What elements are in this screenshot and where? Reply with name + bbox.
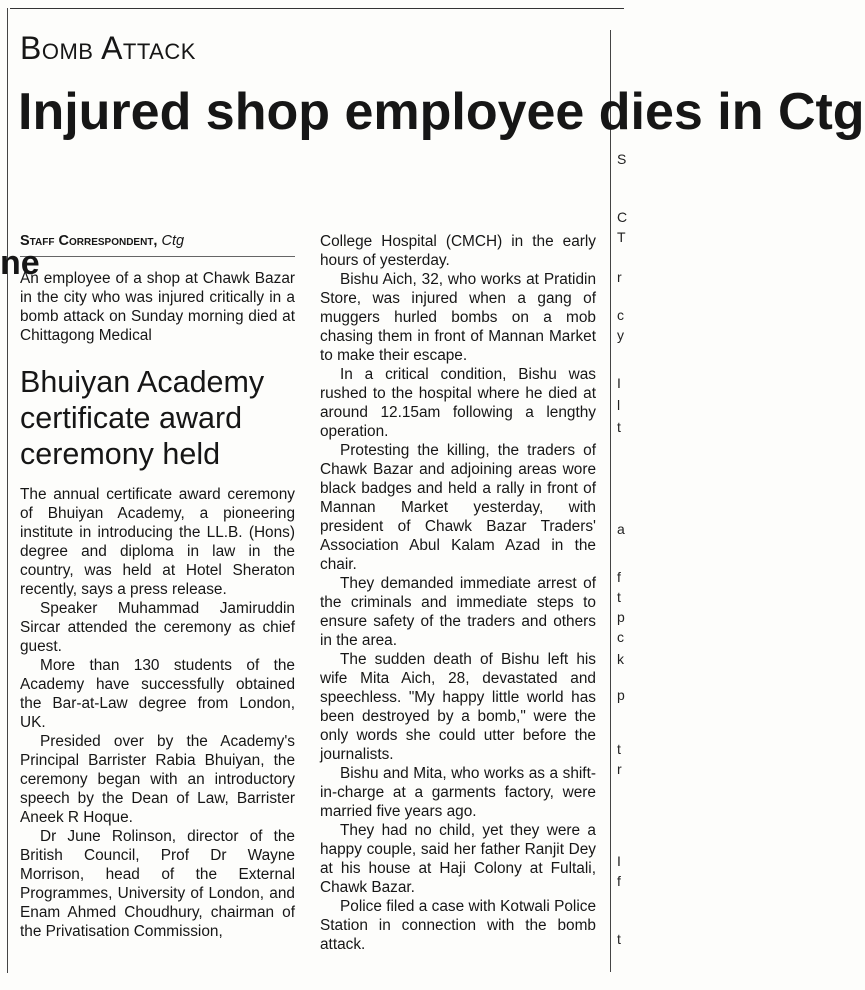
edge-fragment: p [617,687,625,703]
paragraph: Speaker Muhammad Jamiruddin Sircar attended the ceremony as chief guest. [20,600,295,655]
paragraph: Bishu Aich, 32, who works at Pratidin Store, was injured when a gang of muggers hurled bombs on a mob chasing them in front of Mannan Market to make their escape. [320,271,596,364]
paragraph: More than 130 students of the Academy have successfully obtained the Bar-at-Law degree from London, UK. [20,657,295,731]
byline [20,233,184,249]
paragraph: They demanded immediate arrest of the criminals and immediate steps to ensure safety of the traders and others in the area. [320,575,596,649]
paragraph: Bishu and Mita, who works as a shift-in-charge at a garments factory, were married five years ago. [320,765,596,820]
byline-rule [20,256,295,257]
paragraph: In a critical condition, Bishu was rushed to the hospital where he died at around 12.15am following a lengthy operation. [320,366,596,440]
edge-fragment: k [617,651,624,667]
paragraph: Presided over by the Academy's Principal Barrister Rabia Bhuiyan, the ceremony began with an introductory speech by the Dean of Law, Barrister Aneek R Hoque. [20,733,295,826]
top-rule [10,8,624,9]
edge-fragment: y [617,327,624,343]
paragraph: They had no child, yet they were a happy couple, said her father Ranjit Dey at his house at Haji Colony at Fultali, Chawk Bazar. [320,822,596,896]
edge-fragment: t [617,931,621,947]
lead-paragraph: An employee of a shop at Chawk Bazar in the city who was injured critically in a bomb attack on Sunday morning died at Chittagong Medical [20,270,295,344]
second-article-headline: Bhuiyan Academy certificate award ceremony held [20,365,265,471]
edge-fragment: p [617,609,625,625]
paragraph: The annual certificate award ceremony of Bhuiyan Academy, a pioneering institute in introducing the LL.B. (Hons) degree and diploma in law in the country, was held at Hotel Sheraton recently, says a press release. [20,486,295,598]
edge-fragment: I [617,375,621,391]
left-column-rule [7,8,8,973]
edge-fragment: a [617,521,625,537]
edge-fragment: c [617,629,624,645]
edge-fragment: t [617,589,621,605]
paragraph: The sudden death of Bishu left his wife Mita Aich, 28, devastated and speechless. "My happy little world has been destroyed by a bomb," were the only words she could utter before the journalists. [320,651,596,763]
second-article-body [20,485,295,941]
article-lead [20,269,295,345]
paragraph: Police filed a case with Kotwali Police Station in connection with the bomb attack. [320,898,596,953]
edge-fragment: l [617,397,621,413]
article-kicker: Bomb Attack [20,30,196,66]
edge-fragment: I [617,853,621,869]
byline-name: Staff Correspondent, [20,233,158,249]
right-column-rule [610,30,611,972]
edge-fragment: f [617,873,621,889]
paragraph: College Hospital (CMCH) in the early hours of yesterday. [320,233,596,269]
edge-fragment: r [617,269,622,285]
article-continuation-column [320,232,596,954]
edge-fragment: S [617,151,627,167]
paragraph: Protesting the killing, the traders of Chawk Bazar and adjoining areas wore black badges and held a rally in front of Mannan Market yesterday, with president of Chawk Bazar Traders' Association Abul Kalam Azad in the chair. [320,442,596,573]
byline-place: Ctg [161,233,185,249]
edge-fragment: c [617,307,624,323]
edge-fragment: f [617,569,621,585]
edge-fragment: T [617,229,626,245]
edge-fragment: t [617,419,621,435]
edge-fragment: r [617,761,622,777]
paragraph: Dr June Rolinson, director of the British Council, Prof Dr Wayne Morrison, head of the External Programmes, University of London, and Enam Ahmed Choudhury, chairman of the Privatisation Commission, [20,828,295,940]
edge-fragment: C [617,209,628,225]
edge-fragment: t [617,741,621,757]
overlapping-fragment: ne [0,244,40,282]
article-headline: Injured shop employee dies in Ctg [18,83,865,141]
